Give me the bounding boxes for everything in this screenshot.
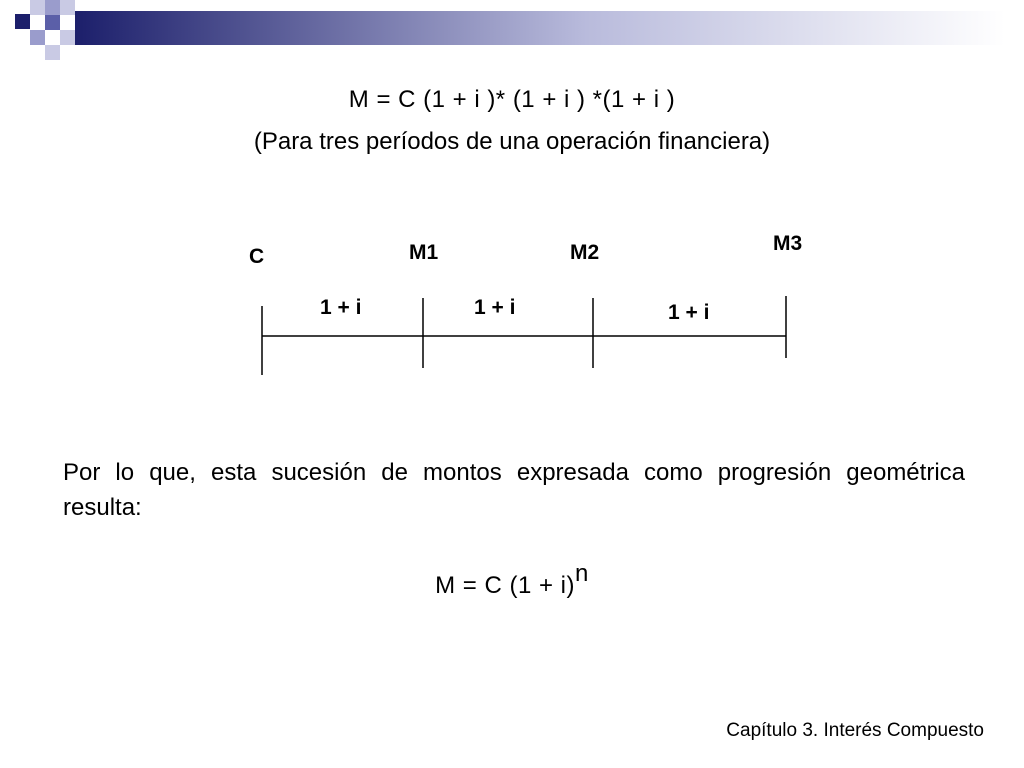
label-m2: M2	[570, 241, 600, 264]
conclusion-paragraph	[63, 455, 965, 525]
subtitle: (Para tres períodos de una operación financiera)	[253, 128, 771, 155]
factor-label: 1 + i	[668, 301, 710, 324]
conclusion-text: Por lo que, esta sucesión de montos expresada como progresión geométrica resulta:	[63, 459, 965, 521]
expanded-formula: M = C (1 + i )* (1 + i ) *(1 + i )	[348, 86, 676, 113]
label-m1: M1	[409, 241, 439, 264]
label-m3: M3	[773, 232, 803, 255]
factor-label: 1 + i	[320, 296, 362, 319]
footer-chapter: Capítulo 3. Interés Compuesto	[726, 720, 984, 741]
general-formula-base: M = C (1 + i)	[435, 572, 575, 599]
general-formula-exponent: n	[575, 560, 589, 587]
label-capital: C	[249, 245, 265, 268]
general-formula	[0, 560, 1024, 600]
factor-label: 1 + i	[474, 296, 516, 319]
